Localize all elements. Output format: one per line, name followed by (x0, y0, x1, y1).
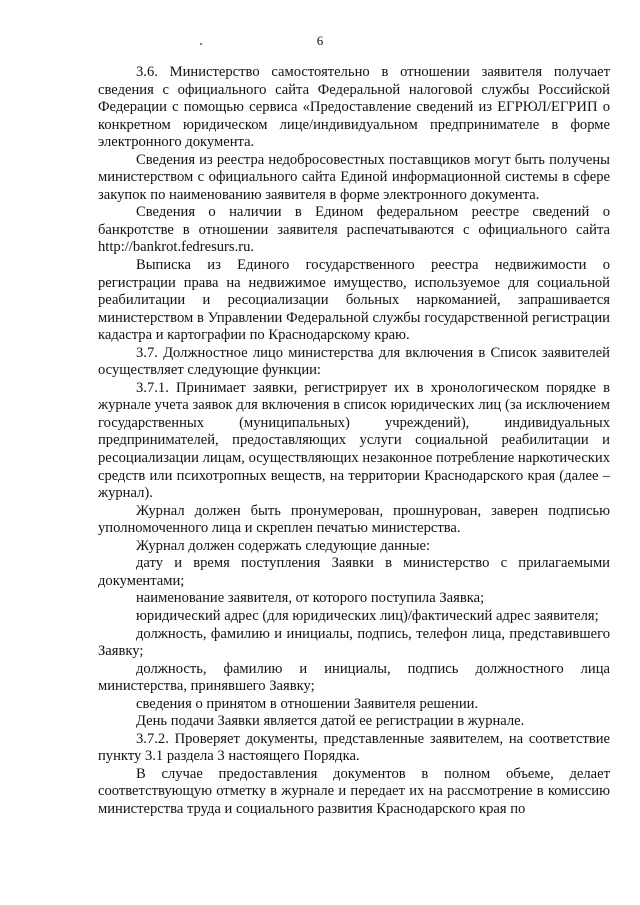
list-item-applicant-name: наименование заявителя, от которого поступила Заявка; (136, 590, 485, 607)
paragraph-registration-date: День подачи Заявки является датой ее регистрации в журнале. (136, 713, 525, 730)
paragraph-3-6: 3.6. Министерство самостоятельно в отношении заявителя получает сведения с официального сайта Федеральной налоговой службы Российской Федерации с помощью сервиса «Предоставление сведений из ЕГРЮЛ/ЕГРИП о конкретном юридическом лице/индивидуальном предпринимателе в форме электронного документа. (98, 64, 610, 151)
paragraph-bankruptcy-register: Сведения о наличии в Едином федеральном реестре сведений о банкротстве в отношении заявителя распечатываются с официального сайта http://bankrot.fedresurs.ru. (98, 204, 610, 256)
paragraph-3-7: 3.7. Должностное лицо министерства для включения в Список заявителей осуществляет следующие функции: (98, 344, 610, 379)
list-item-receiver: должность, фамилию и инициалы, подпись должностного лица министерства, принявшего Заявку; (98, 660, 610, 695)
paragraph-real-estate-extract: Выписка из Единого государственного реестра недвижимости о регистрации права на недвижимое имущество, используемое для социальной реабилитации и ресоциализации больных наркоманией, запрашивается министерством в Управлении Федеральной службы государственной регистрации кадастра и картографии по Краснодарскому краю. (98, 257, 610, 344)
paragraph-3-7-1: 3.7.1. Принимает заявки, регистрирует их в хронологическом порядке в журнале учета заявок для включения в список юридических лиц (за исключением государственных (муниципальных) учреждений), индивидуальных предпринимателей, предоставляющих услуги социальной реабилитации и ресоциализации лицам, осуществляющих незаконное потребление наркотических средств или психотропных веществ, на территории Краснодарского края (далее – журнал). (98, 379, 610, 502)
list-item-date-time: дату и время поступления Заявки в министерство с прилагаемыми документами; (98, 555, 610, 589)
list-item-decision: сведения о принятом в отношении Заявителя решении. (136, 695, 479, 712)
paragraph-journal-contents: Журнал должен содержать следующие данные: (136, 537, 431, 554)
scan-speck (200, 43, 202, 45)
paragraph-unscrupulous-suppliers: Сведения из реестра недобросовестных поставщиков могут быть получены министерством с официального сайта Единой информационной системы в сфере закупок по наименованию заявителя в форме электронного документа. (98, 151, 610, 203)
page-number: 6 (316, 33, 324, 48)
paragraph-3-7-2: 3.7.2. Проверяет документы, представленные заявителем, на соответствие пункту 3.1 раздела 3 настоящего Порядка. (98, 730, 610, 765)
document-body (98, 64, 610, 819)
list-item-address: юридический адрес (для юридических лиц)/фактический адрес заявителя; (136, 607, 599, 624)
paragraph-journal-certification: Журнал должен быть пронумерован, прошнурован, заверен подписью уполномоченного лица и скреплен печатью министерства. (98, 502, 610, 537)
paragraph-full-documents: В случае предоставления документов в полном объеме, делает соответствующую отметку в журнале и передает их на рассмотрение в комиссию министерства труда и социального развития Краснодарского края по (98, 765, 610, 817)
list-item-submitter: должность, фамилию и инициалы, подпись, телефон лица, представившего Заявку; (98, 625, 610, 660)
